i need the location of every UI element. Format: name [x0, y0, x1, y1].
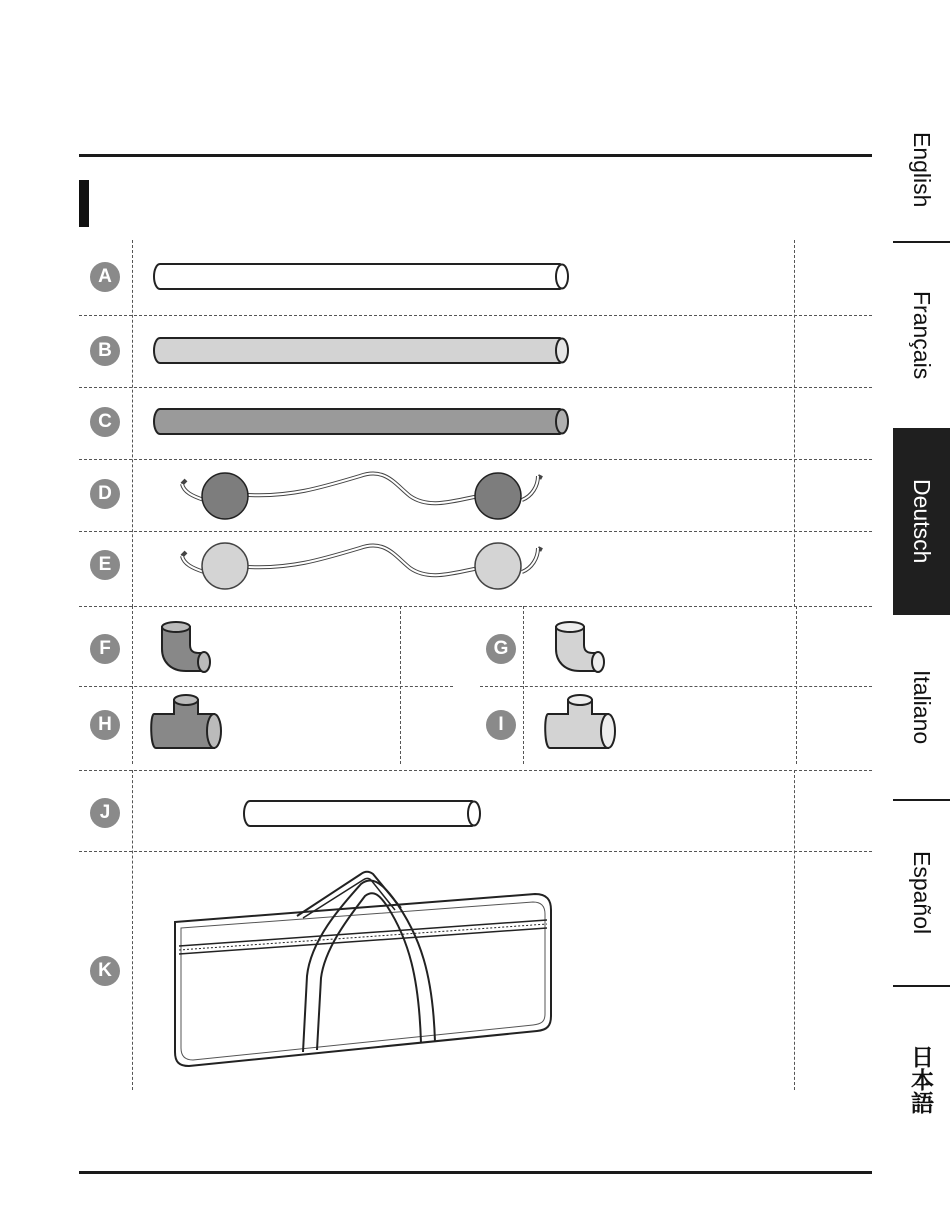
tab-francais[interactable] — [893, 250, 950, 420]
tee-connector-h-illustration — [146, 692, 228, 756]
tab-italiano[interactable] — [893, 622, 950, 792]
tab-deutsch-label: Deutsch — [909, 479, 935, 564]
bottom-rule — [79, 1171, 872, 1174]
ball-cord-d-illustration — [170, 462, 560, 526]
tab-english-label: English — [909, 132, 935, 208]
part-label-a: A — [90, 262, 120, 292]
carry-bag-illustration — [165, 866, 565, 1076]
section-marker — [79, 180, 89, 227]
tab-japanese[interactable] — [893, 994, 950, 1164]
pole-b-illustration — [148, 334, 578, 368]
tab-espanol-label: Español — [909, 851, 935, 935]
part-label-h: H — [90, 710, 120, 740]
tab-japanese-label: 日本語 — [908, 1044, 934, 1114]
part-label-f: F — [90, 634, 120, 664]
ball-cord-e-illustration — [170, 534, 560, 598]
pole-c-illustration — [148, 405, 578, 439]
part-label-g: G — [486, 634, 516, 664]
part-label-i: I — [486, 710, 516, 740]
part-label-b: B — [90, 336, 120, 366]
part-label-j: J — [90, 798, 120, 828]
part-label-c: C — [90, 407, 120, 437]
tab-english[interactable] — [893, 100, 950, 240]
tab-espanol[interactable] — [893, 808, 950, 978]
tee-connector-i-illustration — [540, 692, 622, 756]
elbow-connector-g-illustration — [550, 619, 612, 681]
tab-divider — [893, 799, 950, 801]
pole-j-illustration — [238, 797, 490, 831]
top-rule — [79, 154, 872, 157]
part-label-d: D — [90, 479, 120, 509]
elbow-connector-f-illustration — [156, 619, 218, 681]
pole-a-illustration — [148, 260, 578, 294]
tab-divider — [893, 985, 950, 987]
tab-francais-label: Français — [909, 290, 935, 380]
tab-deutsch[interactable] — [893, 428, 950, 615]
tab-divider — [893, 241, 950, 243]
part-label-k: K — [90, 956, 120, 986]
tab-italiano-label: Italiano — [909, 669, 935, 745]
part-label-e: E — [90, 550, 120, 580]
